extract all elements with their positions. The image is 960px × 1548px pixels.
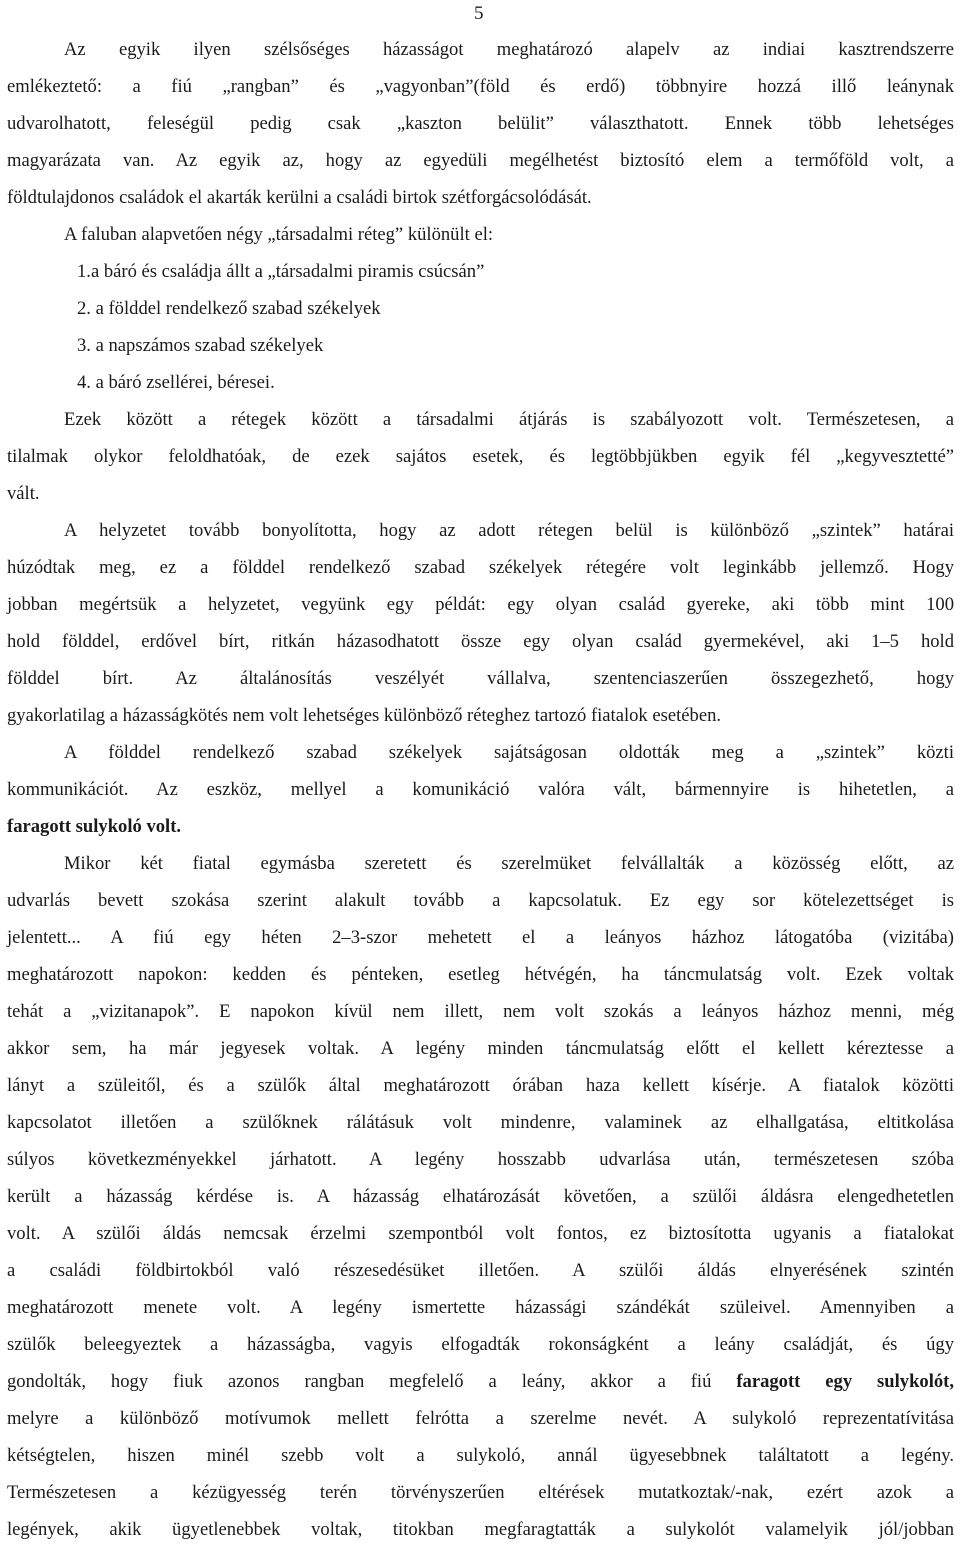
text-line-content: akkor sem, ha már jegyesek voltak. A legény minden táncmulatság előtt el kellett kéreztesse a — [7, 1038, 954, 1059]
text-line — [7, 1252, 954, 1289]
text-line — [7, 660, 954, 697]
text-line-content: került a házasság kérdése is. A házasság elhatározását követően, a szülői áldásra elengedhetetlen — [7, 1186, 954, 1207]
text-line-content: kétségtelen, hiszen minél szebb volt a sulykoló, annál ügyesebbnek találtatott a legény. — [7, 1445, 954, 1466]
text-line — [7, 512, 954, 549]
text-line — [7, 364, 954, 401]
text-line-content: tehát a „vizitanapok”. E napokon kívül nem illett, nem volt szokás a leányos házhoz menni, még — [7, 1001, 954, 1022]
text-line — [7, 1400, 954, 1437]
text-line — [7, 253, 954, 290]
text-line-content: lányt a szüleitől, és a szülők által meghatározott órában haza kellett kísérje. A fiatalok közötti — [7, 1075, 954, 1096]
text-line — [7, 586, 954, 623]
text-line — [7, 216, 954, 253]
page-number: 5 — [474, 3, 484, 24]
text-line — [7, 808, 954, 845]
text-line-content: A helyzetet tovább bonyolította, hogy az adott rétegen belül is különböző „szintek” határai — [64, 520, 954, 541]
text-line — [7, 734, 954, 771]
text-line — [7, 1511, 954, 1548]
text-line — [7, 1104, 954, 1141]
text-line-content: Ezek között a rétegek között a társadalmi átjárás is szabályozott volt. Természetesen, a — [64, 409, 954, 430]
text-line-content: súlyos következményekkel járhatott. A legény hosszabb udvarlása után, természetesen szóba — [7, 1149, 954, 1170]
text-line — [7, 1437, 954, 1474]
text-line — [7, 623, 954, 660]
text-line — [7, 549, 954, 586]
text-line-content: volt. A szülői áldás nemcsak érzelmi szempontból volt fontos, ez biztosította ugyanis a fiatalokat — [7, 1223, 954, 1244]
bold-text: faragott sulykoló volt. — [7, 816, 182, 837]
text-line — [7, 327, 954, 364]
text-line — [7, 1141, 954, 1178]
text-line — [7, 105, 954, 142]
text-line-content: gyakorlatilag a házasságkötés nem volt lehetséges különböző réteghez tartozó fiatalok esetében. — [7, 705, 722, 726]
bold-text: faragott egy sulykolót, — [736, 1371, 955, 1392]
text-line-content: a családi földbirtokból való részesedésüket illetően. A szülői áldás elnyerésének szintén — [7, 1260, 954, 1281]
text-line — [7, 956, 954, 993]
text-line-content: földtulajdonos családok el akarták kerülni a családi birtok szétforgácsolódását. — [7, 187, 592, 208]
text-line-content: meghatározott menete volt. A legény ismertette házassági szándékát szüleivel. Amennyiben a — [7, 1297, 954, 1318]
text-line-content: kapcsolatot illetően a szülőknek rálátásuk volt mindenre, valaminek az elhallgatása, eltitkolása — [7, 1112, 954, 1133]
text-line-content: szülők beleegyeztek a házasságba, vagyis elfogadták rokonságként a leány családját, és úgy — [7, 1334, 954, 1355]
text-line-content: kommunikációt. Az eszköz, mellyel a komunikáció valóra vált, bármennyire is hihetetlen, a — [7, 779, 954, 800]
text-line-content: emlékeztető: a fiú „rangban” és „vagyonban”(föld és erdő) többnyire hozzá illő leánynak — [7, 76, 954, 97]
text-line-content: legények, akik ügyetlenebbek voltak, titokban megfaragtatták a sulykolót valamelyik jól/jobban — [7, 1519, 954, 1540]
text-line-content: A földdel rendelkező szabad székelyek sajátságosan oldották meg a „szintek” közti — [64, 742, 954, 763]
text-line — [7, 31, 954, 68]
text-line — [7, 1178, 954, 1215]
text-line — [7, 1363, 954, 1400]
text-line-content: Természetesen a kézügyesség terén törvényszerűen eltérések mutatkoztak/-nak, ezért azok a — [7, 1482, 954, 1503]
text-line — [7, 290, 954, 327]
text-line-content: tilalmak olykor feloldhatóak, de ezek sajátos esetek, és legtöbbjükben egyik fél „kegyvesztetté” — [7, 446, 954, 467]
text-line — [7, 1067, 954, 1104]
text-line-content: hold földdel, erdővel bírt, ritkán házasodhatott össze egy olyan család gyermekével, aki 1–5 hold — [7, 631, 954, 652]
text-line — [7, 1474, 954, 1511]
text-line-content: gondolták, hogy fiuk azonos rangban megfelelő a leány, akkor a fiú — [7, 1371, 737, 1392]
text-line-content: udvarlás bevett szokása szerint alakult tovább a kapcsolatuk. Ez egy sor kötelezettséget is — [7, 890, 954, 911]
text-line — [7, 179, 954, 216]
text-line-content: földdel bírt. Az általánosítás veszélyét vállalva, szentenciaszerűen összegezhető, hogy — [7, 668, 954, 689]
text-line — [7, 401, 954, 438]
text-line-content: vált. — [7, 483, 40, 504]
text-line-content: jobban megértsük a helyzetet, vegyünk egy példát: egy olyan család gyereke, aki több mint 100 — [7, 594, 954, 615]
text-line-content: 2. a földdel rendelkező szabad székelyek — [77, 298, 381, 319]
text-line — [7, 475, 954, 512]
text-line-content: 4. a báró zsellérei, béresei. — [77, 372, 275, 393]
text-line — [7, 919, 954, 956]
text-line — [7, 68, 954, 105]
text-line-content: Mikor két fiatal egymásba szeretett és szerelmüket felvállalták a közösség előtt, az — [64, 853, 954, 874]
text-line — [7, 438, 954, 475]
body-text — [7, 31, 954, 1548]
text-line — [7, 1289, 954, 1326]
text-line — [7, 1215, 954, 1252]
text-line-content: meghatározott napokon: kedden és pénteken, esetleg hétvégén, ha táncmulatság volt. Ezek voltak — [7, 964, 954, 985]
text-line — [7, 845, 954, 882]
text-line-content: 3. a napszámos szabad székelyek — [77, 335, 324, 356]
text-line-content: melyre a különböző motívumok mellett felrótta a szerelme nevét. A sulykoló reprezentatívitása — [7, 1408, 954, 1429]
text-line — [7, 882, 954, 919]
text-line-content: udvarolhatott, feleségül pedig csak „kaszton belülit” választhatott. Ennek több lehetséges — [7, 113, 954, 134]
text-line — [7, 142, 954, 179]
text-line — [7, 697, 954, 734]
text-line — [7, 1326, 954, 1363]
text-line-content: A faluban alapvetően négy „társadalmi réteg” különült el: — [64, 224, 494, 245]
text-line-content: Az egyik ilyen szélsőséges házasságot meghatározó alapelv az indiai kasztrendszerre — [64, 39, 954, 60]
text-line — [7, 771, 954, 808]
text-line-content: magyarázata van. Az egyik az, hogy az egyedüli megélhetést biztosító elem a termőföld volt, a — [7, 150, 954, 171]
text-line-content: 1.a báró és családja állt a „társadalmi piramis csúcsán” — [77, 261, 485, 282]
text-line-content: húzódtak meg, ez a földdel rendelkező szabad székelyek rétegére volt leginkább jellemző. Hogy — [7, 557, 954, 578]
text-line — [7, 993, 954, 1030]
text-line — [7, 1030, 954, 1067]
text-line-content: jelentett... A fiú egy héten 2–3-szor mehetett el a leányos házhoz látogatóba (vizitába) — [7, 927, 954, 948]
